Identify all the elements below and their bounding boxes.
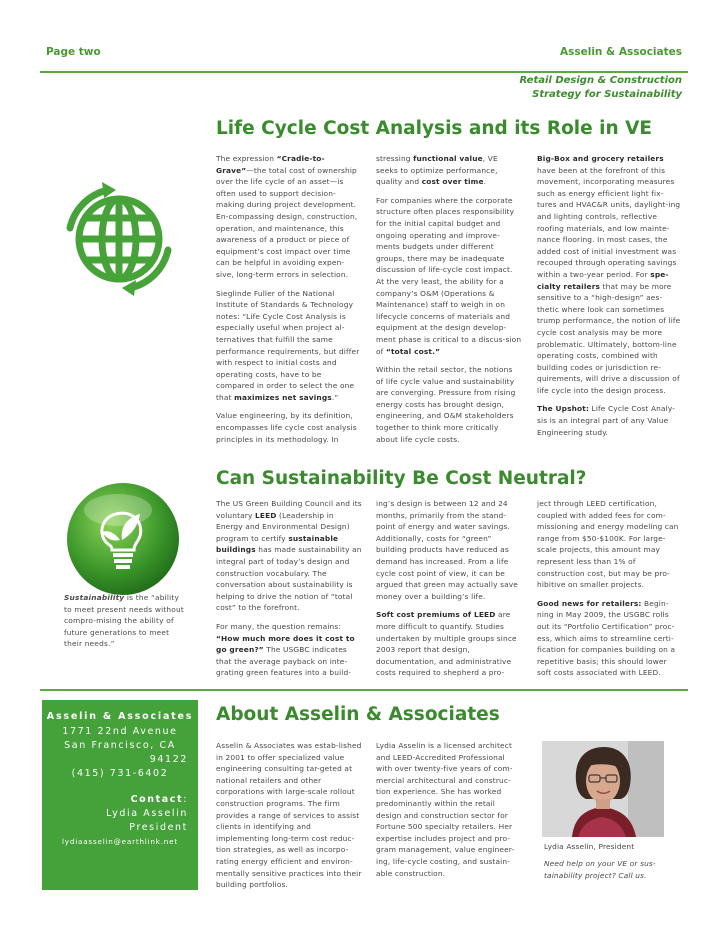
- paragraph: stressing functional value, VE seeks to optimize performance, quality and cost over time.: [376, 154, 498, 187]
- callout-text: Need help on your VE or sus-tainability project? Call us.: [544, 859, 656, 880]
- section2-column-1: [216, 498, 362, 686]
- section1-column-1: [216, 153, 362, 452]
- section2-column-3: [537, 498, 683, 686]
- section1-column-3: [537, 153, 683, 445]
- tagline: [519, 74, 682, 102]
- portrait-photo: [542, 741, 664, 837]
- paragraph: Value engineering, by its definition, encompasses life cycle cost analysis principles in its methodology. In: [216, 411, 357, 444]
- paragraph: For companies where the corporate structure often places responsibility for the initial capital budget and ongoing operating and improve-ments budgets under different groups, there may be inadequate discussion of life-cycle cost impact. At the very least, the ability for a company’s O&M (Operations & Maintenance) staff to weigh in on lifecycle concerns of materials and equipment at the design develop-ment phase is critical to a discus-sion of “total cost.”: [376, 195, 522, 356]
- paragraph: Within the retail sector, the notions of life cycle value and sustainability are converging. Pressure from rising energy costs has brought design, engineering, and O&M stakeholders together to think more critically about life cycle costs.: [376, 365, 516, 444]
- section-title-sustainability: Can Sustainability Be Cost Neutral?: [216, 468, 587, 489]
- contact-company: Asselin & Associates: [46, 711, 194, 722]
- header-divider: [40, 71, 688, 73]
- contact-phone: (415) 731-6402: [71, 768, 169, 779]
- section2-column-2: [376, 498, 522, 686]
- photo-caption: Lydia Asselin, President: [544, 842, 635, 851]
- contact-title: President: [129, 822, 188, 833]
- tagline-line-1: Retail Design & Construction: [519, 75, 682, 86]
- section-title-life-cycle: Life Cycle Cost Analysis and its Role in VE: [216, 118, 653, 139]
- contact-city: San Francisco, CA: [64, 740, 176, 751]
- tagline-line-2: Strategy for Sustainability: [532, 89, 682, 100]
- section1-column-2: [376, 153, 522, 452]
- contact-email[interactable]: lydiaasselin@earthlink.net: [61, 837, 178, 846]
- about-column-1: Asselin & Associates was estab-lished in 2001 to offer specialized value engineering consulting tar-geted at national retailers and other corporations with large-scale rollout construction programs. The firm provides a range of services to assist clients in identifying and implementing long-term cost reduc-tion strategies, as well as incorpo-rating energy efficient and environ-mentally sensitive practices into their building portfolios.: [216, 741, 362, 890]
- paragraph: The Upshot: Life Cycle Cost Analy-sis is an integral part of any Value Engineering study.: [537, 404, 676, 437]
- paragraph: Big-Box and grocery retailers have been at the forefront of this movement, incorporating measures such as energy efficient light fix-tures and HVAC&R units, daylight-ing and lighting controls, reflective roofing materials, and low mainte-nance flooring. In most cases, the added cost of initial investment was recouped through operating savings within a two-year period. For spe-cialty retailers that may be more sensitive to a “high-design” aes-thetic where look can sometimes trump performance, the notion of life cycle cost analysis may be more problematic. Ultimately, bottom-line operating costs, combined with building codes or jurisdiction re-quirements, will drive a discussion of life cycle into the design process.: [537, 154, 681, 395]
- contact-name: Lydia Asselin: [106, 808, 188, 819]
- company-header: Asselin & Associates: [559, 46, 682, 58]
- about-column-2: Lydia Asselin is a licensed architect and LEED-Accredited Professional with over twenty-five years of com-mercial architectural and construc-tion experience. She has worked predominantly within the retail design and construction sector for Fortune 500 specialty retailers. Her expertise includes project and pro-gram management, value engineer-ing, life-cycle costing, and sustain-able construction.: [376, 741, 515, 878]
- paragraph: ing’s design is between 12 and 24 months, primarily from the stand-point of energy and water savings. Additionally, costs for “green” building products have reduced as demand has increased. From a life cycle cost point of view, it can be argued that green may actually save money over a building’s life.: [376, 499, 518, 601]
- contact-zip: 94122: [149, 754, 188, 765]
- paragraph: Good news for retailers: Begin-ning in May 2009, the USGBC rolls out its “Portfolio Certification” proc-ess, which aims to streamline certi-fication for companies building on a repetitive basis; this should lower soft costs associated with LEED.: [537, 598, 676, 678]
- paragraph: Soft cost premiums of LEED are more difficult to quantify. Studies undertaken by multiple groups since 2003 report that design, documentation, and administrative costs required to shepherd a pro-: [376, 610, 517, 678]
- paragraph: Sieglinde Fuller of the National Institute of Standards & Technology notes: “Life Cycle Cost Analysis is especially useful when project al-ternatives that fulfill the same performance requirements, but differ with respect to initial costs and operating costs, have to be compared in order to select the one that maximizes net savings.”: [216, 288, 360, 402]
- contact-box: [42, 700, 198, 890]
- paragraph: The US Green Building Council and its voluntary LEED (Leadership in Energy and Environmental Design) program to certify sustainable buildings has made sustainability an integral part of today’s design and construction vocabulary. The conversation about sustainability is helping to drive the notion of “total cost” to the forefront.: [216, 499, 362, 613]
- paragraph: The expression “Cradle-to-Grave”—the total cost of ownership over the life cycle of an asset—is often used to support decision-making during project development. En-compassing design, construction, operation, and maintenance, this awareness of a product or piece of equipment’s cost impact over time can be helpful in avoiding expen-sive, long-term errors in selection.: [216, 154, 358, 279]
- contact-label: Contact:: [130, 794, 188, 805]
- globe-recycle-icon: [56, 176, 182, 302]
- sustainability-quote: Sustainability is the “ability to meet present needs without compro-mising the ability of future generations to meet their needs.”: [64, 593, 185, 649]
- page-number: Page two: [46, 46, 101, 58]
- section-title-about: About Asselin & Associates: [216, 704, 500, 725]
- contact-street: 1771 22nd Avenue: [62, 726, 178, 737]
- green-lightbulb-icon: [64, 480, 182, 598]
- portrait-image: [542, 741, 664, 837]
- paragraph: ject through LEED certification, coupled with added fees for com-missioning and energy modeling can range from $50-$100K. For large-scale projects, this amount may represent less than 1% of construction cost, but may be pro-hibitive on smaller projects.: [537, 499, 679, 590]
- paragraph: For many, the question remains: “How much more does it cost to go green?” The USGBC indicates that the average payback on inte-grating green features into a build-: [216, 621, 355, 678]
- section-divider: [40, 689, 688, 691]
